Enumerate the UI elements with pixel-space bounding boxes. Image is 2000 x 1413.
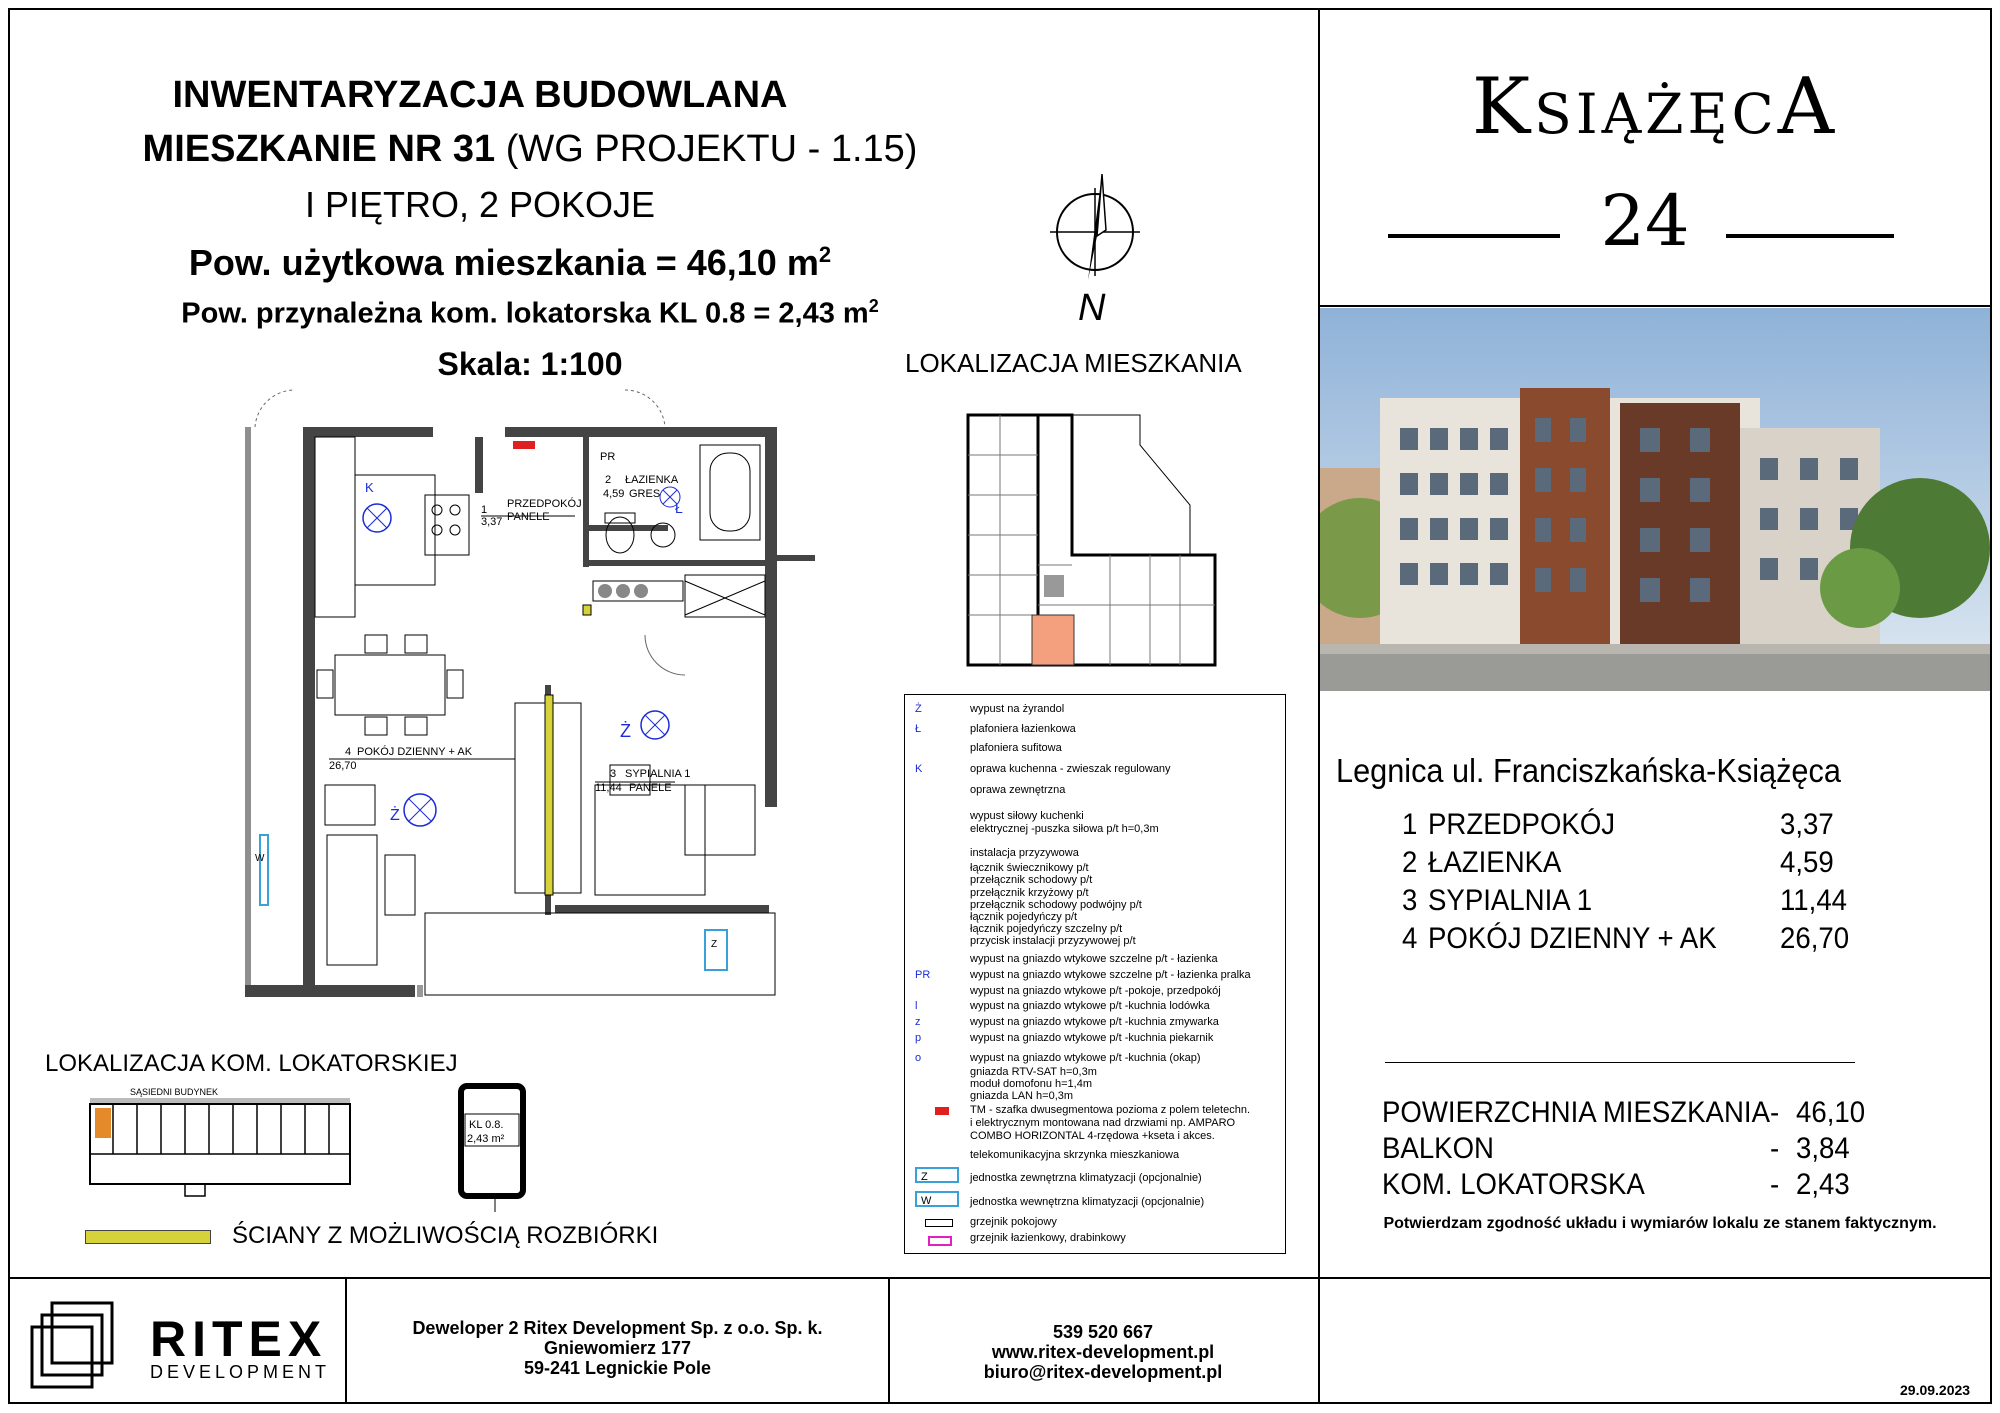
legend-item: oprawa zewnętrzna [970,784,1066,796]
ritex-logo-icon [22,1295,142,1395]
legend-symbol-icon: Ż [915,703,922,715]
removable-walls-swatch [85,1230,211,1244]
legend-item: przełącznik schodowy p/t [970,874,1093,886]
legend-item: przełącznik krzyżowy p/t [970,887,1089,899]
removable-walls-label: ŚCIANY Z MOŻLIWOŚCIĄ ROZBIÓRKI [232,1222,659,1249]
legend-item: wypust na gniazdo wtykowe p/t -pokoje, przedpokój [970,985,1221,997]
room-area: 11,44 [1780,884,1848,917]
storage-location-plan [85,1082,365,1202]
storage-area [50,296,1010,331]
north-label: N [1078,287,1106,329]
room-area: 4,59 [1780,846,1834,879]
plan-ac-outdoor-mark: Z [711,939,718,950]
bathroom-radiator-swatch [928,1236,952,1246]
plan-room1-name: PRZEDPOKÓJ [507,498,582,510]
summary-label: KOM. LOKATORSKA [1382,1168,1645,1201]
brand-name: KsiążęcA [1471,62,1839,152]
apartment-location-title: LOKALIZACJA MIESZKANIA [905,348,1242,378]
storage-unit-plan [455,1080,535,1215]
legend-ac-box-icon: W [915,1191,959,1207]
legend-item: grzejnik pokojowy [970,1216,1057,1228]
apartment-location-plan [960,405,1250,680]
legend-item: łącznik świecznikowy p/t [970,862,1089,874]
summary-value: 2,43 [1796,1168,1850,1201]
legend-item: instalacja przyzywowa [970,847,1079,859]
legend-item: wypust na gniazdo wtykowe szczelne p/t - łazienka [970,953,1218,965]
title-line1: INWENTARYZACJA BUDOWLANA [172,74,788,116]
legend-item: moduł domofonu h=1,4m [970,1078,1092,1090]
legend-item: łącznik pojedyńczy szczelny p/t [970,923,1123,935]
logo-sub: DEVELOPMENT [150,1362,331,1382]
legend-item: telekomunikacyjna skrzynka mieszkaniowa [970,1149,1180,1161]
room-area: 3,37 [1780,808,1834,841]
legend-item: jednostka zewnętrzna klimatyzacji (opcjonalnie) [970,1172,1202,1184]
room-num: 3 [1402,884,1418,917]
legend-item: przełącznik schodowy podwójny p/t [970,899,1142,911]
developer-line1: Deweloper 2 Ritex Development Sp. z o.o. Sp. k. [412,1318,823,1338]
legend-item: plafoniera łazienkowa [970,723,1076,735]
plan-room3-finish: PANELE [629,782,672,794]
legend-item: gniazda LAN h=0,3m [970,1090,1074,1102]
room-name: POKÓJ DZIENNY + AK [1428,922,1717,955]
usable-area-label: Pow. użytkowa mieszkania = 46,10 m [188,242,819,283]
room-name: ŁAZIENKA [1428,846,1562,879]
north-compass-icon [1040,170,1150,330]
legend-item: plafoniera sufitowa [970,742,1062,754]
legend-symbol-icon: z [915,1016,921,1028]
apartment-number: MIESZKANIE NR 31 [142,128,496,170]
plan-pr-mark: PR [600,451,616,463]
summary-dash: - [1770,1132,1780,1165]
plan-ac-indoor-mark: W [255,853,265,864]
phone-number[interactable]: 539 520 667 [1052,1322,1154,1342]
usable-area-sup: 2 [818,242,832,267]
storage-location-title: LOKALIZACJA KOM. LOKATORSKIEJ [45,1050,458,1077]
brand-rule-right [1726,234,1894,238]
developer-line2: Gniewomierz 177 [543,1338,692,1358]
legend-item: przycisk instalacji przyzywowej p/t [970,935,1136,947]
storage-area-sup: 2 [868,296,879,316]
plan-room4-name: POKÓJ DZIENNY + AK [357,746,473,758]
plan-room3-name: SYPIALNIA 1 [625,768,691,780]
plan-kitchen-mark: K [365,480,374,495]
legend-item: gniazda RTV-SAT h=0,3m [970,1066,1097,1078]
plan-room1-finish: PANELE [507,511,550,523]
legend-item: elektrycznej -puszka siłowa p/t h=0,3m [970,823,1159,835]
plan-room1-num: 1 [481,504,488,516]
divider-footer [8,1277,1992,1279]
legend-item: wypust siłowy kuchenki [970,810,1084,822]
legend-item: jednostka wewnętrzna klimatyzacji (opcjonalnie) [970,1196,1205,1208]
legend-symbol-icon: Ł [915,723,922,735]
summary-rule [1385,1062,1855,1063]
legend-symbol-icon: p [915,1032,922,1044]
summary-dash: - [1770,1168,1780,1201]
neighbor-building-label: SĄSIEDNI BUDYNEK [130,1087,219,1097]
legend-symbol-icon: K [915,763,923,775]
building-rendering [1320,308,1990,691]
legend-item: wypust na gniazdo wtykowe p/t -kuchnia zmywarka [970,1016,1219,1028]
legend-item: wypust na żyrandol [970,703,1065,715]
plan-bedroom-light-mark: Ż [620,721,631,741]
document-date: 29.09.2023 [1900,1382,1971,1398]
email-link[interactable]: biuro@ritex-development.pl [983,1362,1223,1382]
legend-item: wypust na gniazdo wtykowe p/t -kuchnia lodówka [970,1000,1210,1012]
scale: Skala: 1:100 [437,346,623,382]
confirmation-text: Potwierdzam zgodność układu i wymiarów lokalu ze stanem faktycznym. [1383,1215,1937,1232]
summary-label: POWIERZCHNIA MIESZKANIA [1382,1096,1770,1129]
plan-room3-area: 11,44 [595,782,622,794]
plan-room3-num: 3 [610,768,617,780]
plan-room2-finish: GRES [629,488,661,500]
plan-living-light-mark: Ż [390,807,400,824]
logo-name: RITEX [150,1311,328,1367]
plan-room2-name: ŁAZIENKA [625,474,679,486]
plan-bath-light-mark: Ł [675,500,683,516]
legend-symbol-icon: o [915,1052,922,1064]
room-area: 26,70 [1780,922,1850,955]
plan-room2-num: 2 [605,474,612,486]
brand-number: 24 [1600,180,1690,262]
room-name: SYPIALNIA 1 [1428,884,1593,917]
legend-item: wypust na gniazdo wtykowe szczelne p/t - łazienka pralka [970,969,1251,981]
footer-divider-1 [345,1278,347,1404]
tm-cabinet-swatch [935,1107,949,1115]
plan-room4-area: 26,70 [329,760,357,772]
summary-value: 3,84 [1796,1132,1850,1165]
storage-area-label: Pow. przynależna kom. lokatorska KL 0.8 = 2,43 m [181,297,869,330]
room-radiator-swatch [925,1219,953,1227]
project-number: (WG PROJEKTU - 1.15) [495,128,918,170]
storage-tag: KL 0.8. [469,1119,504,1131]
plan-room2-area: 4,59 [603,488,625,500]
summary-dash: - [1770,1096,1780,1129]
legend-ac-box-icon: Z [915,1167,959,1183]
storage-unit-area: 2,43 m² [467,1133,505,1145]
floor-rooms: I PIĘTRO, 2 POKOJE [304,184,656,225]
room-num: 4 [1402,922,1418,955]
legend-item: COMBO HORIZONTAL 4-rzędowa +kseta i akces. [970,1130,1215,1142]
legend-item: wypust na gniazdo wtykowe p/t -kuchnia piekarnik [970,1032,1214,1044]
plan-room4-num: 4 [345,746,352,758]
legend-item: i elektrycznym montowana nad drzwiami np. AMPARO [970,1117,1236,1129]
plan-room1-area: 3,37 [481,516,503,528]
brand-rule-left [1388,234,1560,238]
legend-symbol-icon: l [915,1000,918,1012]
legend-item: oprawa kuchenna - zwieszak regulowany [970,763,1171,775]
legend-item: wypust na gniazdo wtykowe p/t -kuchnia (okap) [970,1052,1201,1064]
room-num: 1 [1402,808,1418,841]
summary-value: 46,10 [1796,1096,1866,1129]
legend-item: łącznik pojedyńczy p/t [970,911,1077,923]
website-link[interactable]: www.ritex-development.pl [991,1342,1215,1362]
floor-plan [245,385,815,1010]
room-name: PRZEDPOKÓJ [1428,808,1616,841]
legend-item: grzejnik łazienkowy, drabinkowy [970,1232,1126,1244]
legend-item: TM - szafka dwusegmentowa pozioma z polem teletechn. [970,1104,1251,1116]
divider-brand [1318,305,1992,307]
apartment-highlight [1032,615,1074,665]
usable-area [60,242,960,284]
developer-line3: 59-241 Legnickie Pole [523,1358,712,1378]
footer-divider-3 [1318,1278,1320,1404]
address: Legnica ul. Franciszkańska-Książęca [1336,752,1841,789]
room-num: 2 [1402,846,1418,879]
title-line2 [40,128,1020,171]
summary-label: BALKON [1382,1132,1494,1165]
legend-symbol-icon: PR [915,969,931,981]
